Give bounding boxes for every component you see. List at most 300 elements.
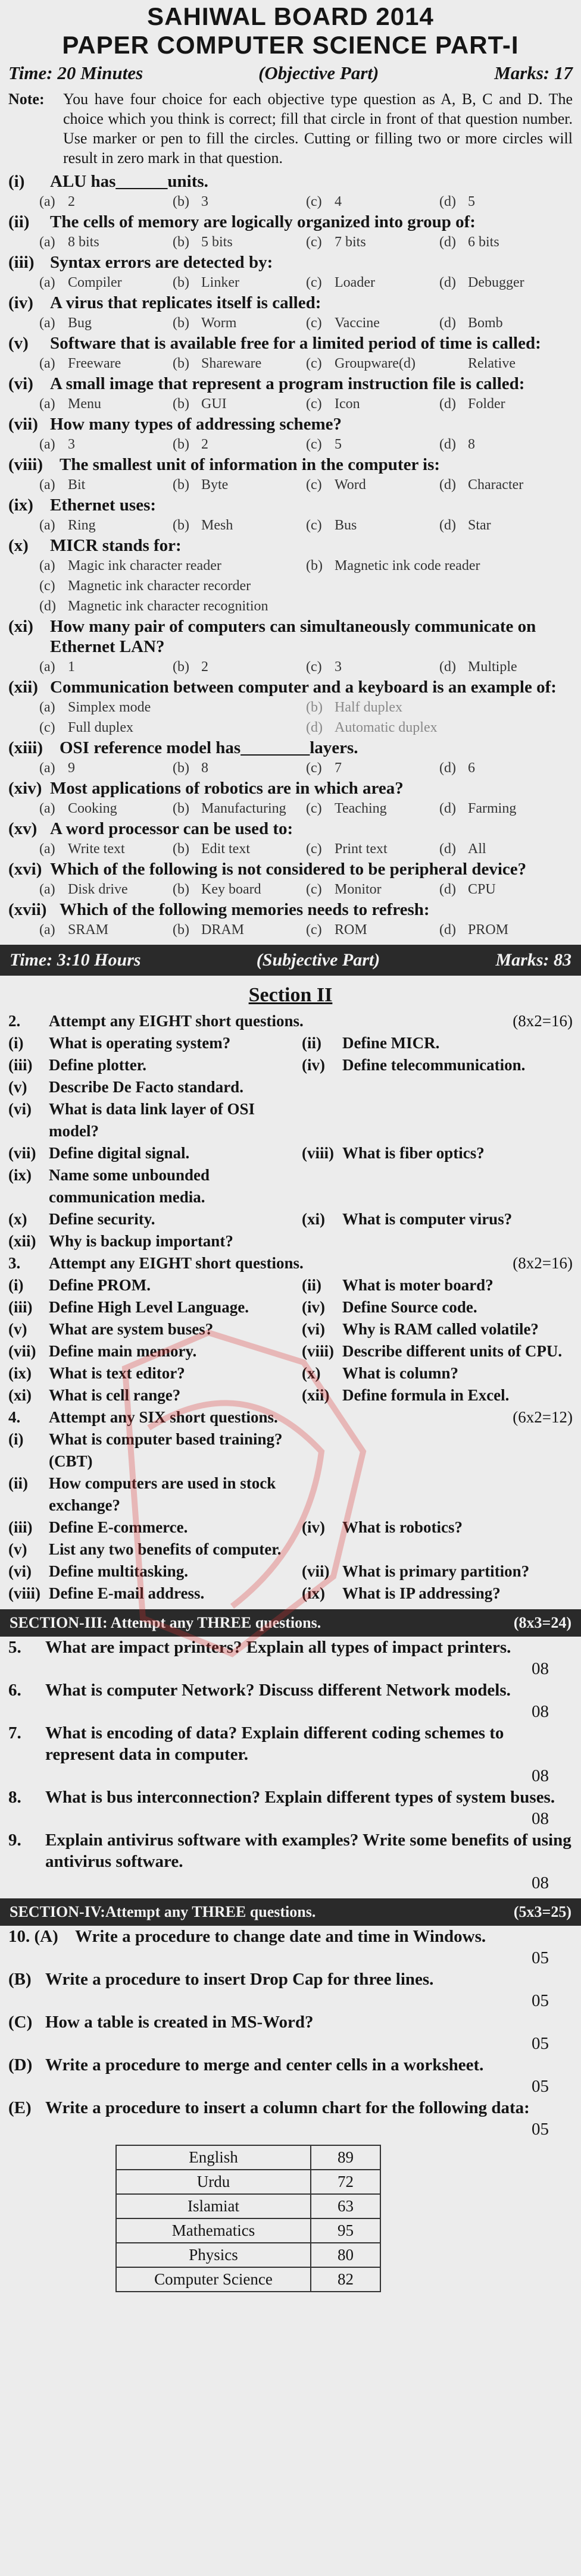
section-4-marks: (5x3=25) [513, 1903, 571, 1920]
option-key: (a) [39, 882, 55, 897]
section-3-band [0, 1609, 581, 1637]
mcq-options [8, 475, 573, 495]
q3-instruction: Attempt any EIGHT short questions. [49, 1254, 304, 1272]
option-text: Magic ink character reader [68, 558, 221, 574]
mcq-option [306, 394, 439, 414]
short-question-text: Describe De Facto standard. [49, 1078, 243, 1096]
short-question-number: (vii) [301, 1562, 330, 1580]
option-key: (c) [306, 882, 322, 897]
option-key: (a) [39, 700, 55, 715]
short-question-number: (iv) [301, 1056, 325, 1074]
short-question-text: Define security. [49, 1210, 155, 1228]
short-question-number: (ix) [8, 1364, 32, 1382]
mcq-option [39, 394, 173, 414]
mcq-option [439, 879, 573, 900]
short-question-number: (x) [8, 1210, 27, 1228]
mcq-stem [8, 455, 573, 475]
subject-marks-table [115, 2145, 381, 2292]
mcq-question: OSI reference model has________layers. [60, 738, 358, 757]
mcq-question: Most applications of robotics are in which area? [50, 779, 404, 798]
q2-number: 2. [8, 1012, 21, 1030]
mcq-item [0, 252, 581, 293]
short-question-row [0, 1274, 581, 1296]
mcq-item [0, 616, 581, 677]
option-text: SRAM [68, 922, 109, 938]
short-question-text: What is cell range? [49, 1386, 181, 1404]
option-key: (a) [39, 801, 55, 816]
short-question [302, 1208, 573, 1230]
q2-marks: (8x2=16) [513, 1012, 573, 1030]
short-question-number: (iv) [301, 1298, 325, 1316]
option-text: 6 [468, 760, 475, 776]
mcq-item [0, 212, 581, 252]
option-key: (c) [306, 396, 322, 412]
mcq-options [8, 313, 573, 333]
option-key: (b) [173, 659, 189, 675]
subject-row [116, 2267, 380, 2292]
objective-meta [0, 59, 581, 84]
option-text: Automatic duplex [335, 720, 438, 735]
long-question-marks: 05 [532, 1948, 549, 1967]
mcq-options [8, 920, 573, 940]
subjective-part: (Subjective Part) [256, 950, 380, 970]
mcq-option [306, 839, 439, 859]
option-key [439, 353, 468, 374]
q4-heading [0, 1406, 581, 1428]
mcq-option [39, 434, 173, 455]
mcq-option [39, 515, 173, 535]
short-question-number: (vii) [8, 1144, 36, 1162]
option-key: (c) [306, 801, 322, 816]
section-4-list [0, 1926, 581, 2140]
long-question-text: What is computer Network? Discuss different Network models. [45, 1681, 511, 1700]
option-key: (d) [439, 841, 456, 857]
short-question-number: (ii) [8, 1474, 28, 1492]
mcq-option [306, 798, 439, 819]
option-key: (c) [306, 659, 322, 675]
mcq-option [306, 717, 573, 738]
option-text: 2 [201, 659, 208, 675]
option-text: Write text [68, 841, 125, 857]
mcq-options [8, 515, 573, 535]
subject-name: Mathematics [116, 2218, 311, 2243]
mcq-item [0, 535, 581, 616]
mcq-option [173, 353, 306, 374]
long-question-body [45, 1829, 573, 1894]
short-question-number: (iii) [8, 1298, 33, 1316]
paper-title: PAPER COMPUTER SCIENCE PART-I [62, 31, 519, 59]
option-key: (c) [39, 720, 55, 735]
mcq-options [8, 839, 573, 859]
short-question-text: What is text editor? [49, 1364, 185, 1382]
option-key: (c) [306, 760, 322, 776]
mcq-option [439, 313, 573, 333]
note-label: Note: [8, 90, 45, 108]
option-text: Loader [335, 275, 375, 290]
mcq-number: (viii) [8, 455, 43, 474]
option-key: (c) [306, 922, 322, 938]
objective-time: Time: 20 Minutes [8, 62, 143, 83]
option-key: (b) [173, 760, 189, 776]
long-question-text: Write a procedure to merge and center cells in a worksheet. [45, 2055, 484, 2074]
q2-list [0, 1032, 581, 1252]
short-question-row [0, 1054, 581, 1076]
long-question-marks: 08 [532, 1659, 549, 1678]
mcq-options [8, 657, 573, 677]
long-question-text: Write a procedure to change date and time in Windows. [75, 1927, 486, 1946]
subjective-band [0, 945, 581, 976]
option-text: DRAM [201, 922, 245, 938]
mcq-item [0, 859, 581, 900]
option-text: Magnetic ink code reader [335, 558, 480, 574]
short-question-text: Define multitasking. [49, 1562, 189, 1580]
option-key: (c) [39, 578, 55, 594]
option-text: Teaching [335, 801, 387, 816]
mcq-option [173, 475, 306, 495]
short-question-text: What is moter board? [342, 1276, 493, 1294]
short-question-text: Define MICR. [342, 1034, 440, 1052]
board-title: SAHIWAL BOARD 2014 [147, 2, 434, 30]
short-question-number [302, 1428, 342, 1472]
short-question-text: How computers are used in stock exchange? [49, 1474, 276, 1514]
mcq-option [306, 515, 439, 535]
mcq-option [173, 657, 306, 677]
option-key: (b) [173, 437, 189, 452]
mcq-option [39, 192, 173, 212]
subject-name: Computer Science [116, 2267, 311, 2292]
mcq-item [0, 333, 581, 374]
short-question-text: Define High Level Language. [49, 1298, 249, 1316]
option-key: (a) [39, 760, 55, 776]
option-text: Mesh [201, 518, 233, 533]
mcq-option [173, 394, 306, 414]
option-key: (c) [306, 437, 322, 452]
short-question [8, 1296, 302, 1318]
option-key: (d) [306, 720, 323, 735]
section-3-title: SECTION-III: Attempt any THREE questions. [10, 1614, 321, 1631]
mcq-number: (xiii) [8, 738, 43, 757]
mcq-number: (xii) [8, 678, 38, 697]
short-question [302, 1142, 573, 1164]
short-question-number [302, 1472, 342, 1516]
short-question [302, 1516, 573, 1538]
mcq-option [306, 192, 439, 212]
long-question-number: 7. [8, 1723, 21, 1743]
short-question [302, 1428, 573, 1472]
option-text: Key board [201, 882, 261, 897]
mcq-option [439, 515, 573, 535]
option-key: (c) [306, 194, 322, 209]
long-question-body [45, 1637, 573, 1679]
option-text: Print text [335, 841, 388, 857]
mcq-number: (x) [8, 536, 29, 555]
mcq-stem [8, 414, 573, 434]
short-question-text: What is primary partition? [342, 1562, 530, 1580]
mcq-number: (vi) [8, 374, 33, 393]
long-question [0, 1829, 581, 1894]
short-question [8, 1516, 302, 1538]
short-question-text: List any two benefits of computer. [49, 1540, 282, 1558]
short-question [302, 1384, 573, 1406]
long-question-marks: 08 [532, 1809, 549, 1828]
option-key: (a) [39, 558, 55, 574]
option-text: Worm [201, 315, 237, 331]
long-question-text: Write a procedure to insert Drop Cap for three lines. [45, 1970, 434, 1989]
mcq-question: Which of the following is not considered to be peripheral device? [50, 860, 527, 879]
mcq-option [39, 839, 173, 859]
short-question [8, 1384, 302, 1406]
long-question-text: Explain antivirus software with examples? Write some benefits of using antivirus software. [45, 1831, 571, 1871]
mcq-stem [8, 738, 573, 758]
option-text: Bomb [468, 315, 503, 331]
option-text: 8 [468, 437, 475, 452]
option-key: (b) [173, 841, 189, 857]
short-question [302, 1560, 573, 1582]
mcq-stem [8, 535, 573, 556]
long-question-number: 6. [8, 1681, 21, 1700]
mcq-option [173, 839, 306, 859]
option-key: (d) [439, 801, 456, 816]
long-question [0, 1787, 581, 1829]
mcq-stem [8, 171, 573, 192]
short-question-number [302, 1098, 342, 1142]
short-question-row [0, 1208, 581, 1230]
mcq-option [173, 434, 306, 455]
mcq-options [8, 697, 573, 738]
option-key: (c) [306, 315, 322, 331]
short-question [8, 1274, 302, 1296]
option-key: (d) [439, 396, 456, 412]
long-question-number: 9. [8, 1831, 21, 1850]
option-key: (a) [39, 315, 55, 331]
option-text: PROM [468, 922, 509, 938]
long-question [0, 1637, 581, 1679]
long-question [0, 1969, 581, 2011]
option-key: (a) [39, 477, 55, 493]
option-key: (b) [173, 477, 189, 493]
mcq-question: A virus that replicates itself is called: [50, 293, 321, 312]
mcq-stem [8, 616, 573, 657]
q3-heading [0, 1252, 581, 1274]
mcq-stem [8, 252, 573, 272]
short-question-row [0, 1296, 581, 1318]
subject-marks: 95 [311, 2218, 380, 2243]
subject-row [116, 2243, 380, 2267]
option-text: 4 [335, 194, 342, 209]
mcq-option [173, 272, 306, 293]
short-question-number: (vi) [8, 1100, 32, 1118]
short-question-text: What is operating system? [49, 1034, 231, 1052]
option-key: (b) [173, 194, 189, 209]
mcq-option [39, 556, 306, 576]
short-question-number [302, 1230, 342, 1252]
option-key: (d) [439, 194, 456, 209]
short-question-text: Define formula in Excel. [342, 1386, 510, 1404]
option-key: (b) [306, 558, 323, 574]
option-key: (b) [173, 801, 189, 816]
short-question [8, 1340, 302, 1362]
subject-marks: 82 [311, 2267, 380, 2292]
short-question [302, 1164, 573, 1208]
option-key: (b) [173, 922, 189, 938]
short-question-row [0, 1516, 581, 1538]
mcq-option [39, 920, 173, 940]
q2-instruction: Attempt any EIGHT short questions. [49, 1012, 304, 1030]
mcq-option [173, 879, 306, 900]
short-question-row [0, 1230, 581, 1252]
short-question-number: (i) [8, 1276, 24, 1294]
long-question-body [45, 2097, 573, 2140]
mcq-option [306, 232, 439, 252]
mcq-question: How many types of addressing scheme? [50, 415, 342, 434]
short-question-text: What is column? [342, 1364, 458, 1382]
short-question [302, 1032, 573, 1054]
mcq-number: (xiv) [8, 779, 42, 798]
long-question-body [45, 2054, 573, 2097]
option-text: Groupware(d) [335, 356, 416, 371]
short-question-number: (viii) [301, 1342, 334, 1360]
mcq-number: (xv) [8, 819, 38, 838]
long-question-number: 5. [8, 1638, 21, 1657]
option-text: Bug [68, 315, 92, 331]
short-question-text: Describe different units of CPU. [342, 1342, 563, 1360]
short-question-number: (vi) [301, 1320, 325, 1338]
option-text: Menu [68, 396, 101, 412]
option-text: Disk drive [68, 882, 128, 897]
mcq-question: A small image that represent a program instruction file is called: [50, 374, 525, 393]
short-question-text: What is robotics? [342, 1518, 463, 1536]
option-text: Half duplex [335, 700, 402, 715]
option-key: (a) [39, 275, 55, 290]
mcq-option [439, 798, 573, 819]
long-question-marks: 08 [532, 1702, 549, 1721]
mcq-options [8, 272, 573, 293]
option-key: (b) [306, 700, 323, 715]
mcq-option [173, 758, 306, 778]
short-question-number: (ix) [301, 1584, 325, 1602]
long-question [0, 2097, 581, 2140]
option-text: Compiler [68, 275, 122, 290]
mcq-option [173, 920, 306, 940]
mcq-stem [8, 374, 573, 394]
short-question-number: (xi) [301, 1210, 325, 1228]
mcq-option [439, 272, 573, 293]
option-text: 3 [335, 659, 342, 675]
option-text: Freeware [68, 356, 121, 371]
option-text: Star [468, 518, 491, 533]
long-question-text: Write a procedure to insert a column chart for the following data: [45, 2098, 530, 2117]
short-question [8, 1164, 302, 1208]
mcq-question: MICR stands for: [50, 536, 182, 555]
section-3-list [0, 1637, 581, 1894]
long-question-body [45, 1969, 573, 2011]
short-question-row [0, 1318, 581, 1340]
option-text: Shareware [201, 356, 262, 371]
short-question-text: Define digital signal. [49, 1144, 190, 1162]
short-question-number [302, 1164, 342, 1208]
q4-number: 4. [8, 1408, 21, 1426]
short-question [302, 1054, 573, 1076]
short-question [302, 1318, 573, 1340]
mcq-stem [8, 333, 573, 353]
mcq-option [306, 434, 439, 455]
mcq-option [439, 758, 573, 778]
long-question-text: How a table is created in MS-Word? [45, 2013, 314, 2032]
option-key: (d) [439, 882, 456, 897]
mcq-stem [8, 900, 573, 920]
mcq-item [0, 171, 581, 212]
short-question-text: Define PROM. [49, 1276, 151, 1294]
long-question-body [45, 1722, 573, 1787]
short-question-row [0, 1472, 581, 1516]
short-question-number: (iii) [8, 1056, 33, 1074]
option-text: All [468, 841, 486, 857]
mcq-option [173, 313, 306, 333]
option-key: (a) [39, 194, 55, 209]
short-question-text: What are system buses? [49, 1320, 214, 1338]
mcq-item [0, 455, 581, 495]
short-question [8, 1362, 302, 1384]
short-question-row [0, 1142, 581, 1164]
short-question [8, 1076, 302, 1098]
long-question-body [45, 1679, 573, 1722]
mcq-stem [8, 819, 573, 839]
mcq-list [0, 171, 581, 940]
long-question-number: (B) [8, 1970, 32, 1989]
short-question [302, 1230, 573, 1252]
long-question-number: (C) [8, 2013, 33, 2032]
option-text: 3 [68, 437, 75, 452]
mcq-options [8, 758, 573, 778]
short-question-number: (x) [301, 1364, 321, 1382]
short-question-number: (ii) [301, 1034, 321, 1052]
mcq-option [306, 353, 439, 374]
subject-row [116, 2194, 380, 2218]
short-question [302, 1098, 573, 1142]
option-key: (b) [173, 315, 189, 331]
option-key: (a) [39, 437, 55, 452]
short-question-number: (v) [8, 1078, 27, 1096]
short-question [8, 1318, 302, 1340]
mcq-item [0, 900, 581, 940]
option-text: Multiple [468, 659, 517, 675]
subject-row [116, 2170, 380, 2194]
short-question-text: What is computer based training? (CBT) [49, 1430, 283, 1470]
long-question [0, 2054, 581, 2097]
mcq-options [8, 394, 573, 414]
short-question-number: (iv) [301, 1518, 325, 1536]
option-key: (a) [39, 234, 55, 250]
mcq-options [8, 556, 573, 616]
option-key: (a) [39, 659, 55, 675]
subject-marks: 89 [311, 2145, 380, 2170]
option-key: (a) [39, 396, 55, 412]
objective-marks: Marks: 17 [494, 62, 573, 83]
mcq-option [39, 758, 173, 778]
short-question-text: What is computer virus? [342, 1210, 513, 1228]
mcq-option [439, 434, 573, 455]
option-key: (a) [39, 841, 55, 857]
q3-marks: (8x2=16) [513, 1254, 573, 1272]
short-question-number: (viii) [301, 1144, 334, 1162]
mcq-number: (vii) [8, 415, 38, 434]
mcq-question: How many pair of computers can simultaneously communicate on Ethernet LAN? [50, 617, 536, 656]
subject-name: Islamiat [116, 2194, 311, 2218]
short-question [302, 1296, 573, 1318]
short-question [8, 1472, 302, 1516]
objective-part: (Objective Part) [258, 62, 379, 83]
option-key: (d) [439, 437, 456, 452]
